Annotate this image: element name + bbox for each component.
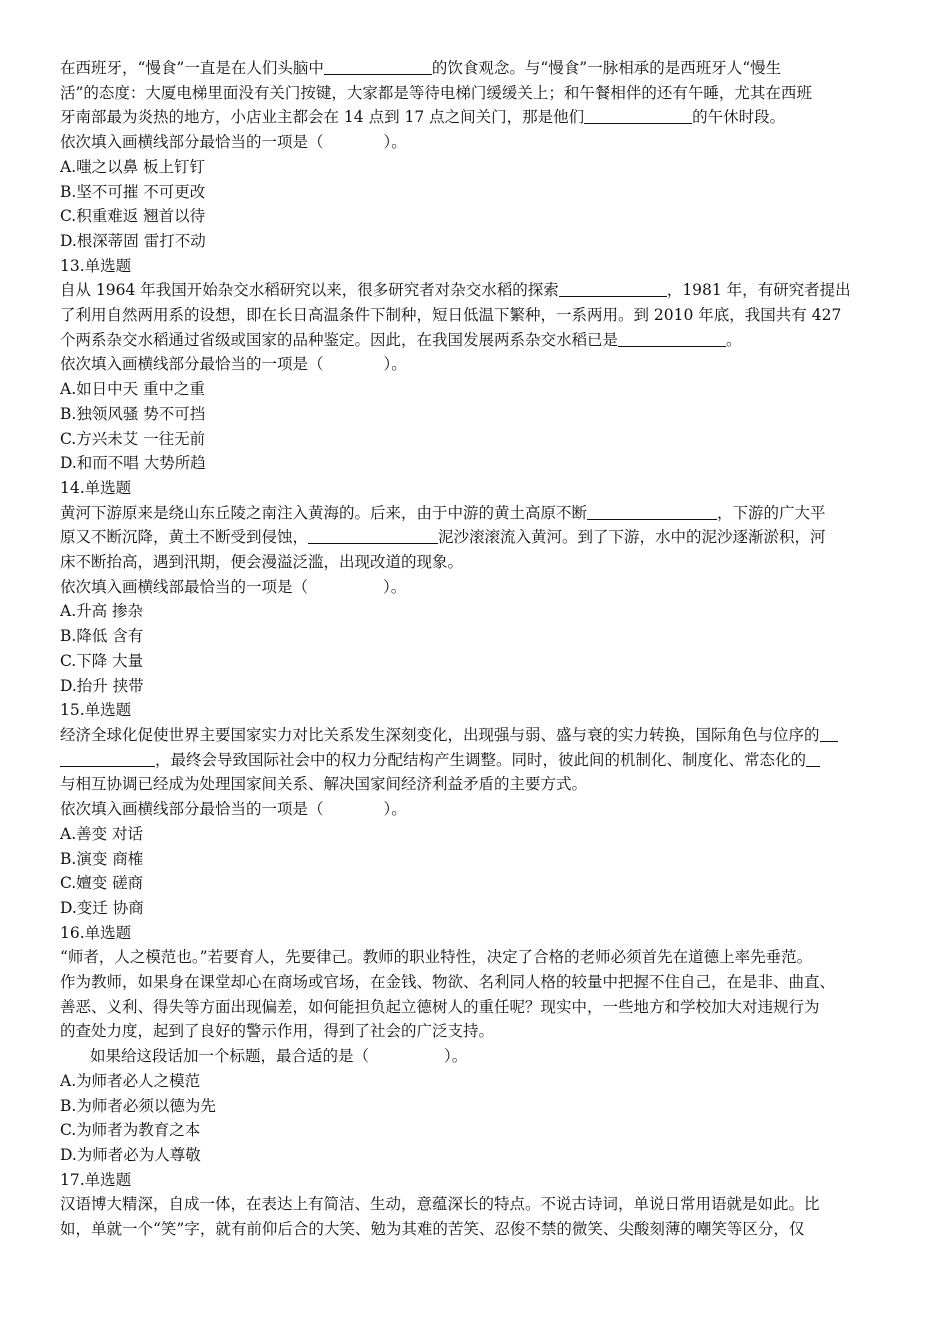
option-d[interactable]: D.变迁 协商 [60,898,144,917]
option-c[interactable]: C.下降 大量 [60,651,144,670]
question-14 [60,476,892,698]
option-a[interactable]: A.为师者必人之模范 [60,1071,201,1090]
question-16 [60,921,892,1168]
answer-blank [618,330,726,347]
q13-text: 个两系杂交水稻通过省级或国家的品种鉴定。因此，在我国发展两系杂交水稻已是 [60,330,619,349]
q12-prompt: 依次填入画横线部分最恰当的一项是（ ）。 [60,133,407,152]
q17-text: 如，单就一个“笑”字，就有前仰后合的大笑、勉为其难的苦笑、忍俊不禁的微笑、尖酸刻薄的嘲笑等区分，仅 [60,1220,805,1239]
q16-text: 善恶、义利、得失等方面出现偏差，如何能担负起立德树人的重任呢？现实中，一些地方和学校加大对违规行为 [60,997,820,1016]
answer-blank [60,750,155,767]
option-d[interactable]: D.根深蒂固 雷打不动 [60,231,206,250]
q14-text: 床不断抬高，遇到汛期，便会漫溢泛滥，出现改道的现象。 [60,553,464,572]
answer-blank [324,59,432,76]
q13-text: 。 [726,330,742,349]
q16-prompt: 如果给这段话加一个标题，最合适的是（ ）。 [90,1047,468,1066]
q14-text: 泥沙滚滚流入黄河。到了下游，水中的泥沙逐渐淤积，河 [438,528,826,547]
q12-text: 的饮食观念。与“慢食”一脉相承的是西班牙人“慢生 [431,59,782,77]
q13-prompt: 依次填入画横线部分最恰当的一项是（ ）。 [60,355,407,374]
question-13 [60,254,892,476]
q15-prompt: 依次填入画横线部分最恰当的一项是（ ）。 [60,800,407,819]
option-c[interactable]: C.方兴未艾 一往无前 [60,429,206,448]
q14-text: 原又不断沉降，黄土不断受到侵蚀， [60,528,309,547]
answer-blank [308,528,438,545]
q15-text: 经济全球化促使世界主要国家实力对比关系发生深刻变化，出现强与弱、盛与衰的实力转换，国际角色与位序的 [60,725,820,744]
question-12-passage [60,56,892,254]
option-d[interactable]: D.抬升 挟带 [60,676,144,695]
q15-text: ，最终会导致国际社会中的权力分配结构产生调整。同时，彼此间的机制化、制度化、常态化的 [155,750,807,769]
answer-blank [587,503,717,520]
option-c[interactable]: C.积重难返 翘首以待 [60,207,206,226]
question-header: 14.单选题 [60,478,132,497]
q13-text: ，1981 年，有研究者提出 [666,281,851,300]
q14-text: ，下游的广大平 [717,503,826,522]
question-header: 16.单选题 [60,923,132,942]
q12-text: 的午休时段。 [692,108,786,127]
option-b[interactable]: B.降低 含有 [60,627,144,646]
answer-blank [820,725,838,742]
q16-text: 作为教师，如果身在课堂却心在商场或官场，在金钱、物欲、名利同人格的较量中把握不住自己，在是非、曲直、 [60,973,836,992]
option-c[interactable]: C.为师者为教育之本 [60,1121,201,1140]
question-17 [60,1168,892,1242]
option-b[interactable]: B.为师者必须以德为先 [60,1096,216,1115]
answer-blank [806,750,820,767]
option-a[interactable]: A.嗤之以鼻 板上钉钉 [60,157,206,176]
q12-text: 活”的态度：大厦电梯里面没有关门按键，大家都是等待电梯门缓缓关上；和午餐相伴的还有午睡，尤其在西班 [60,83,812,102]
q16-text: 的查处力度，起到了良好的警示作用，得到了社会的广泛支持。 [60,1022,495,1041]
question-header: 15.单选题 [60,701,132,720]
question-header: 17.单选题 [60,1170,132,1189]
option-d[interactable]: D.和而不唱 大势所趋 [60,454,206,473]
option-a[interactable]: A.善变 对话 [60,824,144,843]
option-a[interactable]: A.升高 掺杂 [60,602,144,621]
q12-text: 牙南部最为炎热的地方，小店业主都会在 14 点到 17 点之间关门，那是他们 [60,108,585,127]
q15-text: 与相互协调已经成为处理国家间关系、解决国家间经济利益矛盾的主要方式。 [60,775,588,794]
option-b[interactable]: B.演变 商榷 [60,849,144,868]
question-15 [60,698,892,920]
option-a[interactable]: A.如日中天 重中之重 [60,380,206,399]
q14-prompt: 依次填入画横线部最恰当的一项是（ ）。 [60,577,407,596]
q17-text: 汉语博大精深，自成一体，在表达上有简洁、生动，意蕴深长的特点。不说古诗词，单说日常用语就是如此。比 [60,1195,820,1214]
exam-page [60,56,892,1242]
option-b[interactable]: B.坚不可摧 不可更改 [60,182,206,201]
q13-text: 自从 1964 年我国开始杂交水稻研究以来，很多研究者对杂交水稻的探索 [60,281,559,300]
question-header: 13.单选题 [60,256,132,275]
option-c[interactable]: C.嬗变 磋商 [60,874,144,893]
option-b[interactable]: B.独领风骚 势不可挡 [60,404,206,423]
q12-text: 在西班牙，“慢食”一直是在人们头脑中 [60,59,324,77]
q16-text: “师者，人之模范也。”若要育人，先要律己。教师的职业特性，决定了合格的老师必须首先在道德上率先垂范。 [60,948,813,967]
option-d[interactable]: D.为师者必为人尊敬 [60,1145,201,1164]
answer-blank [584,108,692,125]
q14-text: 黄河下游原来是绕山东丘陵之南注入黄海的。后来，由于中游的黄土高原不断 [60,503,588,522]
q13-text: 了利用自然两用系的设想，即在长日高温条件下制种，短日低温下繁种，一系两用。到 2010 年底，我国共有 427 [60,306,842,325]
answer-blank [559,281,667,298]
